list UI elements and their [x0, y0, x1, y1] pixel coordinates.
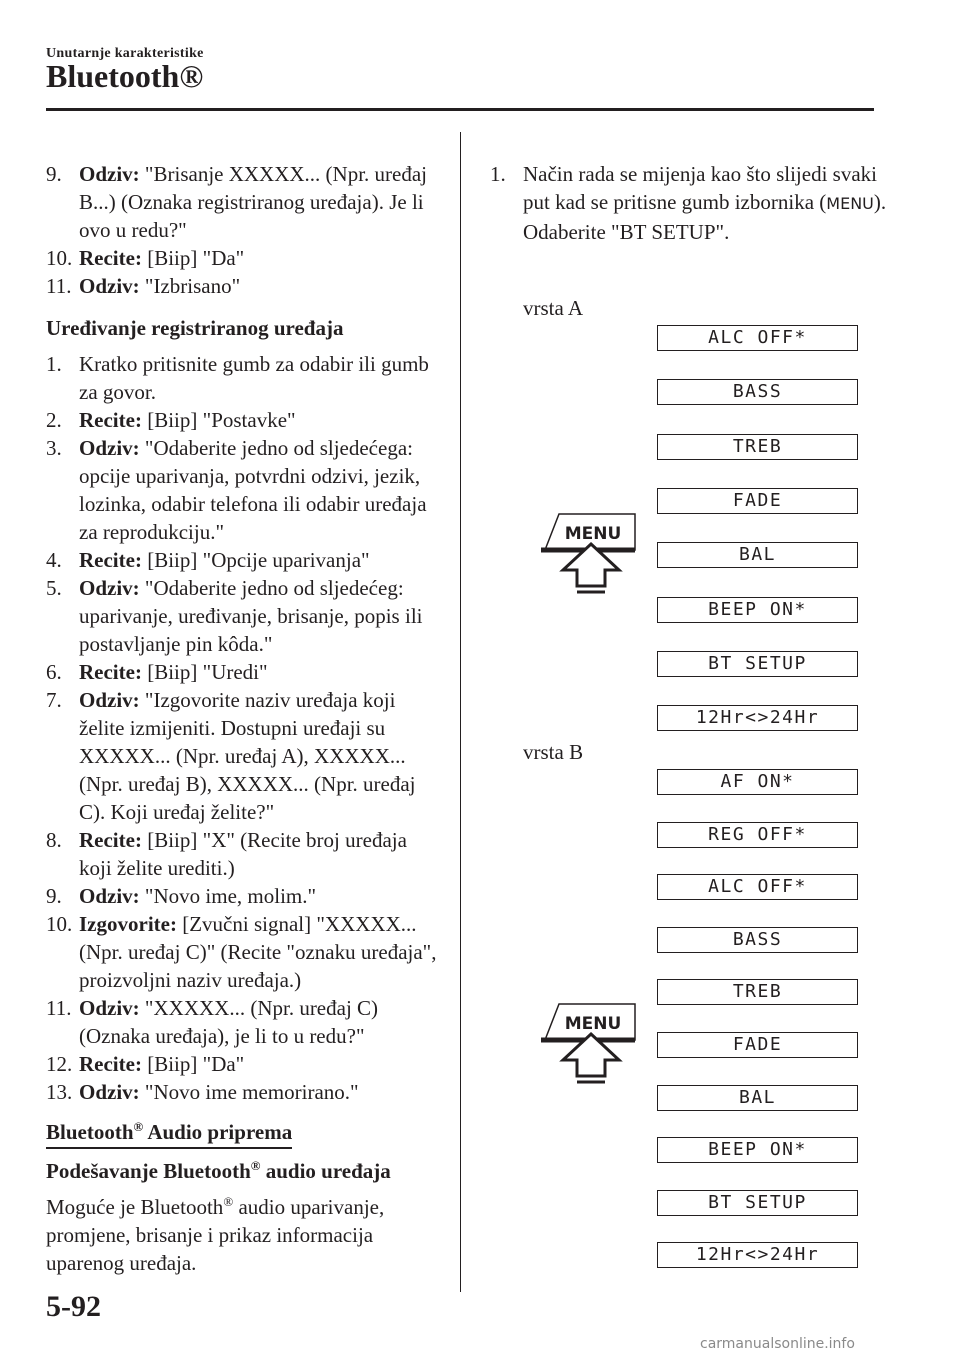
section-label: Unutarnje karakteristike	[46, 46, 204, 61]
list-item: 9. Odziv: "Novo ime, molim."	[46, 884, 317, 908]
list-item: 8. Recite: [Biip] "X" (Recite broj uređaja koji želite urediti.)	[46, 828, 407, 880]
lcd-display: ALC OFF*	[657, 874, 858, 900]
lcd-display: BEEP ON*	[657, 597, 858, 623]
menu-word: MENU	[826, 194, 874, 213]
header-rule	[46, 108, 874, 111]
lcd-display: 12Hr<>24Hr	[657, 1242, 858, 1268]
list-item: 4. Recite: [Biip] "Opcije uparivanja"	[46, 548, 370, 572]
list-item: 12. Recite: [Biip] "Da"	[46, 1052, 245, 1076]
list-item: 11. Odziv: "Izbrisano"	[46, 274, 241, 298]
lcd-display: BASS	[657, 379, 858, 405]
page-number: 5-92	[46, 1290, 101, 1323]
lcd-display: 12Hr<>24Hr	[657, 705, 858, 731]
list-item: 7. Odziv: "Izgovorite naziv uređaja koji želite izmijeniti. Dostupni uređaji su XXXXX... (Npr. uređaj A), XXXXX... (Npr. uređaj B), XXXXX... (Npr. uređaj C). Koji uređaj želite?"	[46, 688, 416, 824]
svg-text:MENU: MENU	[564, 1014, 622, 1034]
lcd-display: TREB	[657, 434, 858, 460]
audio-paragraph: Moguće je Bluetooth® audio uparivanje, promjene, brisanje i prikaz informacija uparenog uređaja.	[46, 1194, 385, 1275]
column-divider	[460, 132, 461, 1292]
list-item: 11. Odziv: "XXXXX... (Npr. uređaj C) (Oznaka uređaja), je li to u redu?"	[46, 996, 379, 1048]
list-item: 2. Recite: [Biip] "Postavke"	[46, 408, 296, 432]
variant-b-label: vrsta B	[523, 740, 584, 764]
list-item: 13. Odziv: "Novo ime memorirano."	[46, 1080, 359, 1104]
edit-steps-list	[46, 350, 441, 1106]
lcd-display: FADE	[657, 1032, 858, 1058]
variant-a-label: vrsta A	[523, 296, 584, 320]
lcd-display: BT SETUP	[657, 1190, 858, 1216]
menu-button-icon	[537, 500, 637, 600]
lcd-display: AF ON*	[657, 769, 858, 795]
left-column	[46, 160, 441, 1277]
list-item: 1. Način rada se mijenja kao što slijedi svaki put kad se pritisne gumb izbornika (MENU). Odaberite "BT SETUP".	[490, 162, 887, 244]
heading-audio-prep: Bluetooth® Audio priprema	[46, 1118, 441, 1149]
list-item: 3. Odziv: "Odaberite jedno od sljedećega: opcije uparivanja, potvrdni odzivi, jezik, lozinka, odabir telefona ili odabir uređaja za reprodukciju."	[46, 436, 427, 544]
list-item: 10. Recite: [Biip] "Da"	[46, 246, 245, 270]
lcd-display: BASS	[657, 927, 858, 953]
lcd-display: BAL	[657, 1085, 858, 1111]
lcd-display: REG OFF*	[657, 822, 858, 848]
heading-audio-setup: Podešavanje Bluetooth® audio uređaja	[46, 1158, 391, 1183]
list-item: 9. Odziv: "Brisanje XXXXX... (Npr. uređaj B...) (Oznaka registriranog uređaja). Je li ovo u redu?"	[46, 162, 428, 242]
watermark: carmanualsonline.info	[700, 1336, 855, 1352]
list-item: 1. Kratko pritisnite gumb za odabir ili gumb za govor.	[46, 352, 429, 404]
svg-text:MENU: MENU	[564, 524, 622, 544]
heading-edit-device: Uređivanje registriranog uređaja	[46, 316, 344, 340]
list-item: 6. Recite: [Biip] "Uredi"	[46, 660, 268, 684]
lcd-display: ALC OFF*	[657, 325, 858, 351]
list-item: 5. Odziv: "Odaberite jedno od sljedećeg: uparivanje, uređivanje, brisanje, popis ili postavljanje pin kôda."	[46, 576, 423, 656]
menu-button-icon	[537, 990, 637, 1090]
list-item: 10. Izgovorite: [Zvučni signal] "XXXXX... (Npr. uređaj C)" (Recite "oznaku uređaja", proizvoljni naziv uređaja.)	[46, 912, 437, 992]
page-title: Bluetooth®	[46, 58, 204, 94]
lcd-display: TREB	[657, 979, 858, 1005]
right-column	[490, 160, 890, 246]
lcd-display: BAL	[657, 542, 858, 568]
lcd-display: FADE	[657, 488, 858, 514]
lcd-display: BEEP ON*	[657, 1137, 858, 1163]
lcd-display: BT SETUP	[657, 651, 858, 677]
